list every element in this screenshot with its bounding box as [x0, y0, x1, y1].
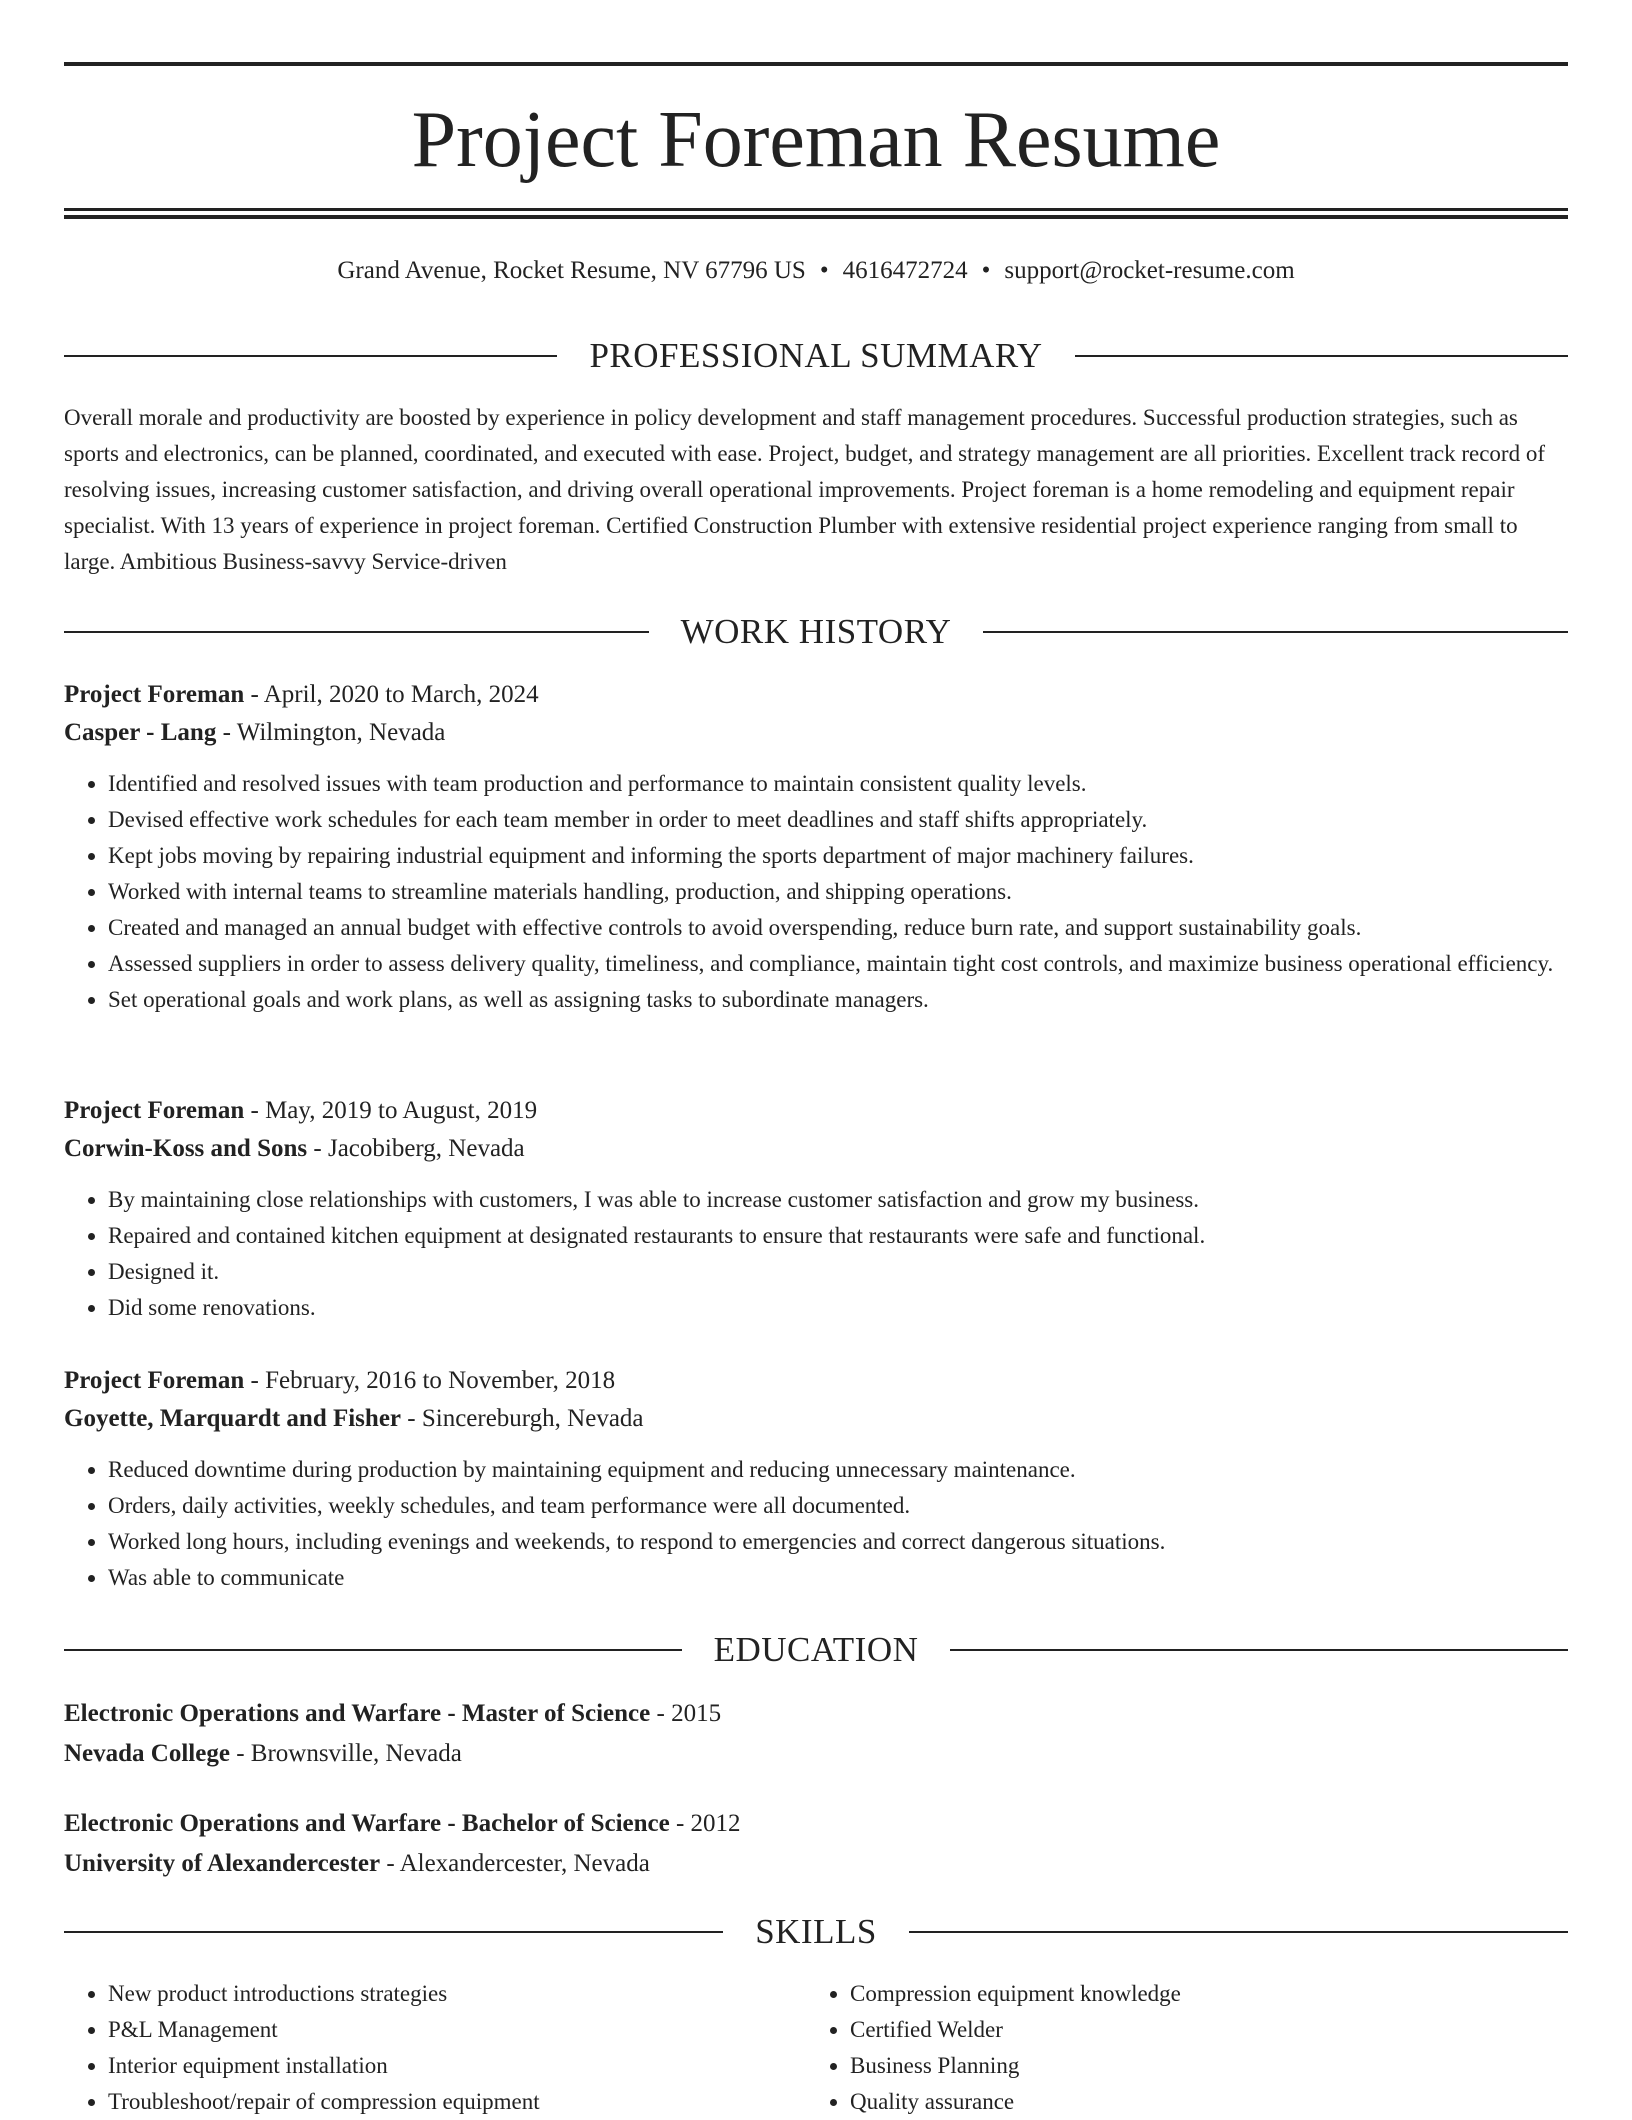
list-item: • Kept jobs moving by repairing industrial equipment and informing the sports department of major machinery failures. — [108, 838, 1568, 874]
job-location: - Sincereburgh, Nevada — [401, 1405, 644, 1432]
section-heading-education — [64, 1628, 1568, 1672]
education-school: Nevada College — [64, 1740, 230, 1767]
list-item: • Devised effective work schedules for each team member in order to meet deadlines and staff shifts appropriately. — [108, 802, 1568, 838]
job-dates: - February, 2016 to November, 2018 — [244, 1367, 616, 1394]
job-dates: - April, 2020 to March, 2024 — [244, 681, 539, 708]
contact-line — [64, 254, 1568, 288]
job-title: Project Foreman — [64, 681, 245, 708]
skills-right-column — [806, 1976, 1548, 2120]
education-year: - 2012 — [669, 1810, 741, 1837]
title-rule-lower — [64, 215, 1568, 219]
job-entry — [64, 676, 1568, 1018]
job-company: Corwin-Koss and Sons — [64, 1135, 308, 1162]
heading-rule — [64, 355, 557, 357]
job-bullets — [64, 1182, 1568, 1326]
education-location: - Brownsville, Nevada — [229, 1740, 462, 1767]
job-company: Casper - Lang — [64, 719, 217, 746]
heading-rule — [64, 631, 649, 633]
contact-email: support@rocket-resume.com — [1004, 257, 1295, 284]
contact-address: Grand Avenue, Rocket Resume, NV 67796 US — [337, 257, 806, 284]
title-rule-upper — [64, 208, 1568, 211]
list-item: • Certified Welder — [850, 2012, 1548, 2048]
education-degree-line — [64, 1694, 1568, 1734]
page-title: Project Foreman Resume — [411, 96, 1221, 184]
summary-text: Overall morale and productivity are boosted by experience in policy development and staff management procedures. Successful production strategies, such as sports and electronics, can be planned, coordinated, and executed with ease. Project, budget, and strategy management are all priorities. Excellent track record of resolving issues, increasing customer satisfaction, and driving overall operational improvements. Project foreman is a home remodeling and equipment repair specialist. With 13 years of experience in project foreman. Certified Construction Plumber with extensive residential project experience ranging from small to large. Ambitious Business-savvy Service-driven — [64, 405, 1545, 574]
education-school-line — [64, 1844, 1568, 1884]
job-entry — [64, 1092, 1568, 1326]
education-degree-line — [64, 1804, 1568, 1844]
heading-rule — [983, 631, 1568, 633]
job-dates: - May, 2019 to August, 2019 — [244, 1097, 538, 1124]
job-bullets — [64, 766, 1568, 1018]
heading-rule — [64, 1649, 682, 1651]
top-rule — [64, 62, 1568, 66]
list-item: • Created and managed an annual budget with effective controls to avoid overspending, reduce burn rate, and support sustainability goals. — [108, 910, 1568, 946]
education-entry — [64, 1694, 1568, 1774]
section-title: PROFESSIONAL SUMMARY — [589, 336, 1043, 375]
list-item: • P&L Management — [108, 2012, 806, 2048]
list-item: • Business Planning — [850, 2048, 1548, 2084]
list-item: • Quality assurance — [850, 2084, 1548, 2120]
job-title-line — [64, 1362, 1568, 1400]
job-company: Goyette, Marquardt and Fisher — [64, 1405, 402, 1432]
list-item: • Identified and resolved issues with team production and performance to maintain consistent quality levels. — [108, 766, 1568, 802]
section-title: SKILLS — [755, 1912, 877, 1951]
job-company-line — [64, 714, 1568, 752]
job-company-line — [64, 1130, 1568, 1168]
heading-rule — [950, 1649, 1568, 1651]
education-entry — [64, 1804, 1568, 1884]
education-year: - 2015 — [650, 1700, 722, 1727]
education-location: - Alexandercester, Nevada — [380, 1850, 650, 1877]
list-item: • Was able to communicate — [108, 1560, 1568, 1596]
job-location: - Wilmington, Nevada — [216, 719, 446, 746]
list-item: • New product introductions strategies — [108, 1976, 806, 2012]
job-title: Project Foreman — [64, 1097, 245, 1124]
list-item: • By maintaining close relationships with customers, I was able to increase customer satisfaction and grow my business. — [108, 1182, 1568, 1218]
section-heading-work-history — [64, 610, 1568, 654]
list-item: • Compression equipment knowledge — [850, 1976, 1548, 2012]
contact-separator: • — [819, 257, 829, 284]
heading-rule — [1075, 355, 1568, 357]
list-item: • Assessed suppliers in order to assess delivery quality, timeliness, and compliance, maintain tight cost controls, and maximize business operational efficiency. — [108, 946, 1568, 982]
education-degree: Electronic Operations and Warfare - Bachelor of Science — [64, 1810, 670, 1837]
list-item: • Did some renovations. — [108, 1290, 1568, 1326]
list-item: • Reduced downtime during production by maintaining equipment and reducing unnecessary maintenance. — [108, 1452, 1568, 1488]
job-location: - Jacobiberg, Nevada — [307, 1135, 525, 1162]
list-item: • Designed it. — [108, 1254, 1568, 1290]
list-item: • Set operational goals and work plans, as well as assigning tasks to subordinate managers. — [108, 982, 1568, 1018]
list-item: • Worked long hours, including evenings and weekends, to respond to emergencies and correct dangerous situations. — [108, 1524, 1568, 1560]
education-degree: Electronic Operations and Warfare - Master of Science — [64, 1700, 651, 1727]
heading-rule — [909, 1931, 1568, 1933]
list-item: • Worked with internal teams to streamline materials handling, production, and shipping operations. — [108, 874, 1568, 910]
heading-rule — [64, 1931, 723, 1933]
list-item: • Interior equipment installation — [108, 2048, 806, 2084]
education-school: University of Alexandercester — [64, 1850, 381, 1877]
contact-phone: 4616472724 — [842, 257, 968, 284]
skills-columns — [64, 1976, 1568, 2120]
section-heading-summary — [64, 334, 1568, 378]
section-heading-skills — [64, 1910, 1568, 1954]
job-title-line — [64, 1092, 1568, 1130]
skills-left-column — [64, 1976, 806, 2120]
list-item: • Orders, daily activities, weekly schedules, and team performance were all documented. — [108, 1488, 1568, 1524]
job-company-line — [64, 1400, 1568, 1438]
job-title-line — [64, 676, 1568, 714]
list-item: • Repaired and contained kitchen equipment at designated restaurants to ensure that restaurants were safe and functional. — [108, 1218, 1568, 1254]
contact-separator: • — [981, 257, 991, 284]
list-item: • Troubleshoot/repair of compression equipment — [108, 2084, 806, 2120]
section-title: WORK HISTORY — [680, 612, 952, 651]
job-entry — [64, 1362, 1568, 1596]
job-title: Project Foreman — [64, 1367, 245, 1394]
education-school-line — [64, 1734, 1568, 1774]
section-title: EDUCATION — [713, 1630, 919, 1669]
job-bullets — [64, 1452, 1568, 1596]
